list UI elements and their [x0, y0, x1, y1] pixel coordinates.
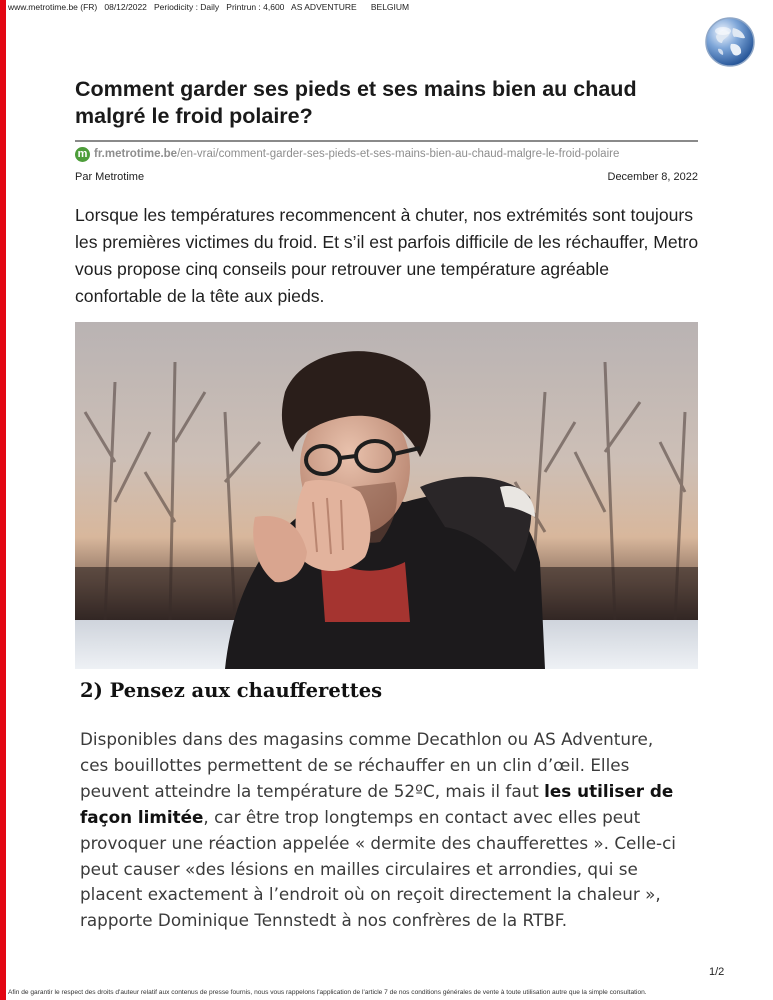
body-text-part-1: Disponibles dans des magasins comme Decathlon ou AS Adventure, ces bouillottes permettent de se réchauffer en un clin d’œil. Elles peuvent atteindre la température de 52ºC, mais il faut	[80, 729, 654, 801]
source-path: /en-vrai/comment-garder-ses-pieds-et-ses-mains-bien-au-chaud-malgre-le-froid-polaire	[177, 148, 620, 160]
page-number: 1/2	[709, 966, 725, 978]
red-margin-bar	[0, 0, 6, 1000]
section-heading: 2) Pensez aux chaufferettes	[80, 679, 383, 702]
header-printrun: Printrun : 4,600	[226, 2, 285, 12]
press-clipping-header	[8, 2, 409, 12]
header-periodicity: Periodicity : Daily	[154, 2, 220, 12]
article-lead: Lorsque les températures recommencent à chuter, nos extrémités sont toujours les premières victimes du froid. Et s’il est parfois difficile de les réchauffer, Metro vous propose cinq conseils pour retrouver une température agréable confortable de la tête aux pieds.	[75, 205, 699, 306]
header-client: AS ADVENTURE	[291, 2, 357, 12]
body-emphasis: les utiliser de façon limitée	[80, 780, 674, 827]
source-domain: fr.metrotime.be	[94, 148, 178, 160]
copyright-footer: Afin de garantir le respect des droits d'auteur relatif aux contenus de presse fournis, nous vous rappelons l'application de l'article 7 de nos conditions générales de vente à toute utilisation autre que la simple consultation.	[8, 989, 647, 996]
header-country: BELGIUM	[370, 2, 410, 12]
globe-icon	[704, 16, 756, 68]
article-photo	[75, 322, 698, 669]
section-body	[80, 727, 685, 934]
article-author: Par Metrotime	[75, 171, 145, 183]
article-date: December 8, 2022	[607, 171, 698, 183]
header-date: 08/12/2022	[104, 2, 147, 12]
metro-logo-icon: m	[75, 147, 90, 162]
header-site: www.metrotime.be (FR)	[8, 2, 98, 12]
source-link[interactable]	[75, 145, 619, 163]
body-text-part-2: , car être trop longtemps en contact avec elles peut provoquer une réaction appelée « dermite des chaufferettes ». Celle-ci peut causer «des lésions en mailles circulaires et arrondies, qui se placent exactement à l’endroit où on reçoit directement la chaleur », rapporte Dominique Tennstedt à nos confrères de la RTBF.	[80, 806, 676, 931]
article-title: Comment garder ses pieds et ses mains bien au chaud malgré le froid polaire?	[75, 77, 637, 128]
title-divider	[75, 140, 698, 142]
